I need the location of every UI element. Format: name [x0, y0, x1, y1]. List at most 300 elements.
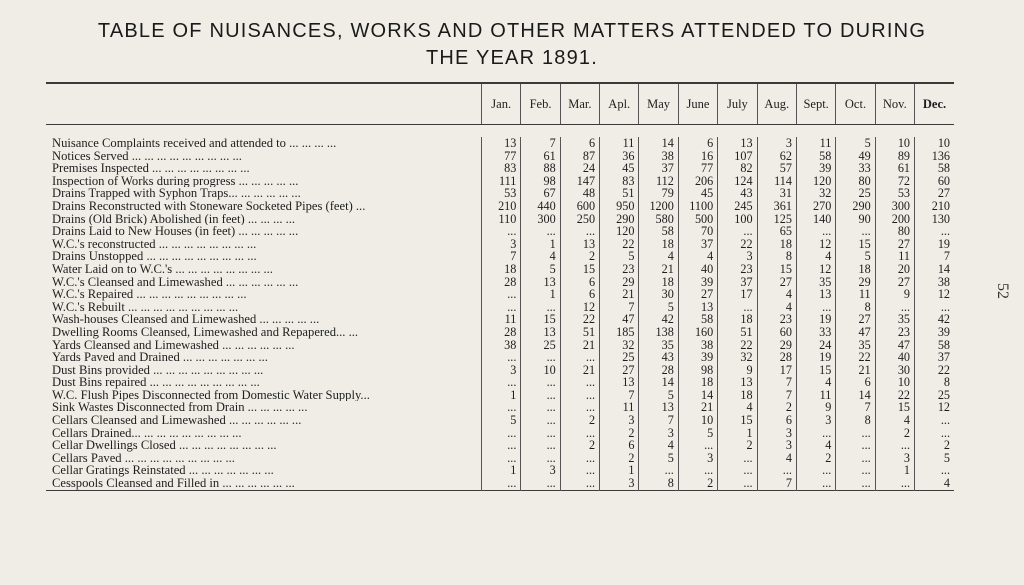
- table-cell: 14: [915, 263, 954, 276]
- table-cell: 14: [836, 389, 875, 402]
- table-cell: 7: [639, 414, 678, 427]
- table-cell: 1: [718, 427, 757, 440]
- table-cell: 32: [796, 187, 835, 200]
- table-cell: ...: [915, 301, 954, 314]
- table-cell: 4: [796, 250, 835, 263]
- table-cell: 440: [521, 200, 560, 213]
- table-cell: 3: [482, 238, 521, 251]
- table-cell: 21: [560, 339, 599, 352]
- table-cell: 58: [915, 162, 954, 175]
- table-cell: ...: [482, 401, 521, 414]
- table-cell: ...: [521, 427, 560, 440]
- table-cell: 2: [796, 452, 835, 465]
- table-cell: 4: [915, 477, 954, 490]
- table-cell: 67: [521, 187, 560, 200]
- table-cell: 98: [521, 175, 560, 188]
- table-row: [46, 276, 954, 289]
- table-cell: 4: [796, 439, 835, 452]
- table-cell: 60: [757, 326, 796, 339]
- table-cell: 47: [836, 326, 875, 339]
- table-cell: 100: [718, 213, 757, 226]
- row-label: Cellars Drained... ... ... ... ... ... ... ... ...: [46, 427, 482, 440]
- table-cell: 4: [757, 452, 796, 465]
- table-cell: 250: [560, 213, 599, 226]
- table-cell: 36: [600, 150, 639, 163]
- table-cell: 12: [560, 301, 599, 314]
- table-cell: 18: [836, 263, 875, 276]
- table-row: [46, 250, 954, 263]
- month-header: Oct.: [836, 83, 875, 125]
- table-cell: 210: [915, 200, 954, 213]
- table-cell: 21: [600, 288, 639, 301]
- table-cell: ...: [796, 301, 835, 314]
- table-cell: 27: [757, 276, 796, 289]
- table-cell: 11: [796, 389, 835, 402]
- table-cell: 3: [639, 427, 678, 440]
- table-cell: ...: [482, 452, 521, 465]
- nuisances-table: [46, 82, 954, 497]
- table-cell: 200: [875, 213, 914, 226]
- table-cell: 13: [482, 137, 521, 150]
- table-cell: ...: [678, 464, 717, 477]
- table-cell: 4: [875, 414, 914, 427]
- table-cell: 2: [718, 439, 757, 452]
- table-cell: 2: [560, 250, 599, 263]
- table-cell: 124: [718, 175, 757, 188]
- table-cell: 38: [639, 150, 678, 163]
- table-cell: 11: [600, 137, 639, 150]
- table-cell: 600: [560, 200, 599, 213]
- table-cell: ...: [718, 301, 757, 314]
- table-cell: 4: [757, 301, 796, 314]
- table-cell: 15: [521, 313, 560, 326]
- row-label: W.C.'s reconstructed ... ... ... ... ... ... ... ...: [46, 238, 482, 251]
- table-cell: 18: [757, 238, 796, 251]
- table-cell: 13: [678, 301, 717, 314]
- table-cell: 22: [718, 339, 757, 352]
- table-cell: 13: [521, 326, 560, 339]
- table-cell: ...: [560, 401, 599, 414]
- table-cell: 7: [600, 389, 639, 402]
- table-cell: 210: [482, 200, 521, 213]
- table-cell: 12: [915, 288, 954, 301]
- table-cell: 290: [836, 200, 875, 213]
- table-cell: 53: [482, 187, 521, 200]
- table-cell: 5: [915, 452, 954, 465]
- table-cell: 15: [836, 238, 875, 251]
- table-cell: 38: [482, 339, 521, 352]
- table-cell: 13: [600, 376, 639, 389]
- table-cell: 53: [875, 187, 914, 200]
- month-header: Feb.: [521, 83, 560, 125]
- table-row: [46, 225, 954, 238]
- table-cell: 22: [875, 389, 914, 402]
- table-cell: 24: [796, 339, 835, 352]
- table-cell: 39: [678, 351, 717, 364]
- table-cell: 22: [718, 238, 757, 251]
- table-cell: 206: [678, 175, 717, 188]
- table-cell: 22: [915, 364, 954, 377]
- table-cell: 7: [836, 401, 875, 414]
- table-cell: 11: [836, 288, 875, 301]
- row-label: Yards Cleansed and Limewashed ... ... ... ... ... ...: [46, 339, 482, 352]
- table-cell: 77: [678, 162, 717, 175]
- table-bottom-rule: [46, 490, 954, 497]
- table-cell: 61: [875, 162, 914, 175]
- table-cell: 87: [560, 150, 599, 163]
- table-cell: 2: [560, 414, 599, 427]
- row-label: Cellars Cleansed and Limewashed ... ... ... ... ... ...: [46, 414, 482, 427]
- table-cell: 8: [639, 477, 678, 490]
- table-cell: 140: [796, 213, 835, 226]
- table-cell: 39: [678, 276, 717, 289]
- table-cell: 25: [600, 351, 639, 364]
- table-cell: 114: [757, 175, 796, 188]
- table-cell: 77: [482, 150, 521, 163]
- table-cell: ...: [639, 464, 678, 477]
- table-cell: 43: [639, 351, 678, 364]
- title-line-2: THE YEAR 1891.: [425, 47, 599, 69]
- table-row: [46, 137, 954, 150]
- table-cell: 3: [600, 414, 639, 427]
- table-cell: 42: [639, 313, 678, 326]
- table-cell: 22: [836, 351, 875, 364]
- table-cell: 58: [915, 339, 954, 352]
- table-cell: 15: [560, 263, 599, 276]
- table-row: [46, 452, 954, 465]
- table-cell: ...: [718, 464, 757, 477]
- table-cell: ...: [757, 464, 796, 477]
- table-cell: 21: [639, 263, 678, 276]
- table-cell: 35: [639, 339, 678, 352]
- table-cell: 11: [875, 250, 914, 263]
- table-cell: 13: [521, 276, 560, 289]
- row-label: W.C. Flush Pipes Disconnected from Domestic Water Supply...: [46, 389, 482, 402]
- table-cell: 7: [915, 250, 954, 263]
- table-cell: 24: [560, 162, 599, 175]
- month-header: Apl.: [600, 83, 639, 125]
- table-cell: 3: [678, 452, 717, 465]
- table-cell: 23: [718, 263, 757, 276]
- table-cell: 120: [600, 225, 639, 238]
- table-cell: ...: [521, 376, 560, 389]
- table-cell: 4: [639, 250, 678, 263]
- table-cell: 6: [560, 137, 599, 150]
- table-cell: ...: [521, 301, 560, 314]
- table-row: [46, 263, 954, 276]
- table-cell: 7: [600, 301, 639, 314]
- table-row: [46, 313, 954, 326]
- table-cell: 4: [521, 250, 560, 263]
- table-cell: 88: [521, 162, 560, 175]
- table-cell: 21: [678, 401, 717, 414]
- table-cell: 51: [600, 187, 639, 200]
- table-cell: 5: [600, 250, 639, 263]
- table-cell: 2: [678, 477, 717, 490]
- table-cell: 27: [915, 187, 954, 200]
- table-cell: 19: [796, 351, 835, 364]
- table-cell: 8: [836, 301, 875, 314]
- table-cell: ...: [482, 477, 521, 490]
- table-cell: 3: [482, 364, 521, 377]
- table-cell: ...: [718, 452, 757, 465]
- table-cell: ...: [521, 225, 560, 238]
- table-cell: ...: [521, 351, 560, 364]
- row-label: W.C.'s Cleansed and Limewashed ... ... ... ... ... ...: [46, 276, 482, 289]
- table-cell: 65: [757, 225, 796, 238]
- table-cell: 3: [600, 477, 639, 490]
- table-row: [46, 364, 954, 377]
- table-cell: 39: [915, 326, 954, 339]
- table-cell: 37: [915, 351, 954, 364]
- table-row: [46, 464, 954, 477]
- table-cell: 19: [796, 313, 835, 326]
- table-cell: 83: [600, 175, 639, 188]
- document-title: [60, 18, 964, 72]
- table-cell: 11: [482, 313, 521, 326]
- table-cell: 1: [521, 238, 560, 251]
- table-row: [46, 401, 954, 414]
- table-cell: 160: [678, 326, 717, 339]
- table-cell: ...: [560, 389, 599, 402]
- row-label: Water Laid on to W.C.'s ... ... ... ... ... ... ... ...: [46, 263, 482, 276]
- table-cell: ...: [875, 301, 914, 314]
- table-cell: 18: [718, 389, 757, 402]
- table-cell: 58: [678, 313, 717, 326]
- table-cell: 270: [796, 200, 835, 213]
- page-number: 52: [994, 283, 1011, 299]
- table-cell: 6: [678, 137, 717, 150]
- row-label: Premises Inspected ... ... ... ... ... ... ... ...: [46, 162, 482, 175]
- label-column-header: [46, 83, 482, 125]
- table-cell: 1: [521, 288, 560, 301]
- table-cell: 72: [875, 175, 914, 188]
- table-cell: 290: [600, 213, 639, 226]
- table-cell: 16: [678, 150, 717, 163]
- table-cell: 10: [678, 414, 717, 427]
- table-row: [46, 351, 954, 364]
- table-cell: 18: [639, 238, 678, 251]
- table-cell: 5: [521, 263, 560, 276]
- table-cell: 29: [836, 276, 875, 289]
- row-label: Drains (Old Brick) Abolished (in feet) ... ... ... ...: [46, 213, 482, 226]
- row-label: W.C.'s Rebuilt ... ... ... ... ... ... ... ... ...: [46, 301, 482, 314]
- table-row: [46, 427, 954, 440]
- table-cell: 79: [639, 187, 678, 200]
- table-cell: 130: [915, 213, 954, 226]
- table-cell: 245: [718, 200, 757, 213]
- row-label: W.C.'s Repaired ... ... ... ... ... ... ... ... ...: [46, 288, 482, 301]
- table-cell: 13: [796, 288, 835, 301]
- table-cell: 13: [560, 238, 599, 251]
- row-label: Drains Trapped with Syphon Traps... ... ... ... ... ...: [46, 187, 482, 200]
- table-body: [46, 125, 954, 491]
- row-label: Dwelling Rooms Cleansed, Limewashed and Repapered... ...: [46, 326, 482, 339]
- table-cell: 8: [836, 414, 875, 427]
- table-cell: 580: [639, 213, 678, 226]
- table-row: [46, 200, 954, 213]
- table-cell: 5: [836, 250, 875, 263]
- table-cell: ...: [560, 452, 599, 465]
- table-cell: ...: [560, 225, 599, 238]
- table-cell: 15: [796, 364, 835, 377]
- table-cell: 22: [560, 313, 599, 326]
- table-cell: 28: [757, 351, 796, 364]
- row-label: Yards Paved and Drained ... ... ... ... ... ... ...: [46, 351, 482, 364]
- table-cell: ...: [718, 477, 757, 490]
- title-line-1: TABLE OF NUISANCES, WORKS AND OTHER MATTERS ATTENDED TO DURING: [97, 20, 927, 42]
- table-cell: ...: [482, 351, 521, 364]
- table-header-row: [46, 83, 954, 125]
- row-label: Drains Unstopped ... ... ... ... ... ... ... ... ...: [46, 250, 482, 263]
- table-cell: ...: [560, 376, 599, 389]
- table-cell: 37: [678, 238, 717, 251]
- table-cell: 10: [875, 137, 914, 150]
- table-cell: 20: [875, 263, 914, 276]
- table-cell: ...: [875, 477, 914, 490]
- row-label: Dust Bins provided ... ... ... ... ... ... ... ... ...: [46, 364, 482, 377]
- table-cell: ...: [836, 225, 875, 238]
- table-cell: 5: [639, 301, 678, 314]
- table-cell: 35: [875, 313, 914, 326]
- table-row: [46, 477, 954, 490]
- table-cell: 110: [482, 213, 521, 226]
- table-cell: 125: [757, 213, 796, 226]
- row-label: Cesspools Cleansed and Filled in ... ... ... ... ... ...: [46, 477, 482, 490]
- table-cell: ...: [482, 439, 521, 452]
- table-cell: 7: [521, 137, 560, 150]
- row-label: Cellars Paved ... ... ... ... ... ... ... ... ...: [46, 452, 482, 465]
- table-cell: 61: [521, 150, 560, 163]
- table-cell: 30: [875, 364, 914, 377]
- table-cell: 300: [875, 200, 914, 213]
- table-cell: 58: [796, 150, 835, 163]
- table-cell: 111: [482, 175, 521, 188]
- table-cell: 1100: [678, 200, 717, 213]
- table-cell: 4: [718, 401, 757, 414]
- table-cell: ...: [796, 427, 835, 440]
- table-cell: 27: [875, 276, 914, 289]
- row-label: Drains Laid to New Houses (in feet) ... ... ... ... ...: [46, 225, 482, 238]
- table-cell: 30: [639, 288, 678, 301]
- table-cell: ...: [915, 427, 954, 440]
- table-cell: 2: [600, 452, 639, 465]
- table-cell: 3: [757, 427, 796, 440]
- month-header: Nov.: [875, 83, 914, 125]
- table-cell: 28: [639, 364, 678, 377]
- table-row: [46, 376, 954, 389]
- table-cell: 10: [875, 376, 914, 389]
- table-cell: 5: [482, 414, 521, 427]
- table-cell: 3: [796, 414, 835, 427]
- table-cell: 8: [757, 250, 796, 263]
- month-header: Sept.: [796, 83, 835, 125]
- table-cell: ...: [915, 464, 954, 477]
- table-cell: 10: [521, 364, 560, 377]
- table-row: [46, 288, 954, 301]
- table-cell: 136: [915, 150, 954, 163]
- table-cell: ...: [521, 414, 560, 427]
- table-cell: 27: [875, 238, 914, 251]
- table-cell: ...: [836, 439, 875, 452]
- table-cell: ...: [482, 301, 521, 314]
- table-cell: 83: [482, 162, 521, 175]
- table-row: [46, 301, 954, 314]
- table-cell: 23: [600, 263, 639, 276]
- table-cell: 2: [560, 439, 599, 452]
- table-cell: 35: [836, 339, 875, 352]
- table-cell: 4: [639, 439, 678, 452]
- table-cell: 12: [796, 263, 835, 276]
- row-label: Drains Reconstructed with Stoneware Socketed Pipes (feet) ...: [46, 200, 482, 213]
- table-cell: 18: [678, 376, 717, 389]
- table-cell: ...: [836, 427, 875, 440]
- table-cell: 17: [718, 288, 757, 301]
- table-cell: 37: [639, 162, 678, 175]
- table-cell: 49: [836, 150, 875, 163]
- table-cell: 12: [915, 401, 954, 414]
- table-cell: 35: [796, 276, 835, 289]
- table-cell: 48: [560, 187, 599, 200]
- table-cell: ...: [836, 477, 875, 490]
- table-cell: 25: [915, 389, 954, 402]
- table-cell: 6: [600, 439, 639, 452]
- table-cell: ...: [521, 439, 560, 452]
- table-cell: 29: [757, 339, 796, 352]
- table-row: [46, 162, 954, 175]
- table-cell: 51: [560, 326, 599, 339]
- table-cell: ...: [482, 288, 521, 301]
- table-cell: 39: [796, 162, 835, 175]
- table-cell: 3: [521, 464, 560, 477]
- table-cell: 23: [875, 326, 914, 339]
- table-cell: 2: [915, 439, 954, 452]
- table-cell: 6: [836, 376, 875, 389]
- table-cell: 10: [915, 137, 954, 150]
- row-label: Nuisance Complaints received and attended to ... ... ... ...: [46, 137, 482, 150]
- table-cell: ...: [875, 439, 914, 452]
- table-cell: ...: [560, 464, 599, 477]
- table-cell: 27: [600, 364, 639, 377]
- table-cell: ...: [678, 439, 717, 452]
- table-cell: ...: [796, 464, 835, 477]
- table-cell: 9: [875, 288, 914, 301]
- table-cell: ...: [482, 376, 521, 389]
- table-cell: 11: [796, 137, 835, 150]
- table-cell: 37: [718, 276, 757, 289]
- table-cell: 32: [718, 351, 757, 364]
- table-cell: 31: [757, 187, 796, 200]
- table-cell: 33: [796, 326, 835, 339]
- table-cell: 2: [875, 427, 914, 440]
- table-cell: 185: [600, 326, 639, 339]
- table-cell: 89: [875, 150, 914, 163]
- row-label: Sink Wastes Disconnected from Drain ... ... ... ... ...: [46, 401, 482, 414]
- table-cell: 40: [678, 263, 717, 276]
- table-cell: 4: [678, 250, 717, 263]
- table-cell: 98: [678, 364, 717, 377]
- table-cell: 23: [757, 313, 796, 326]
- table-cell: 120: [796, 175, 835, 188]
- table-cell: 21: [836, 364, 875, 377]
- table-cell: ...: [915, 414, 954, 427]
- table-cell: 15: [875, 401, 914, 414]
- row-label: Wash-houses Cleansed and Limewashed ... ... ... ... ...: [46, 313, 482, 326]
- table-cell: 1: [875, 464, 914, 477]
- table-cell: 8: [915, 376, 954, 389]
- table-cell: 1: [482, 464, 521, 477]
- table-row: [46, 213, 954, 226]
